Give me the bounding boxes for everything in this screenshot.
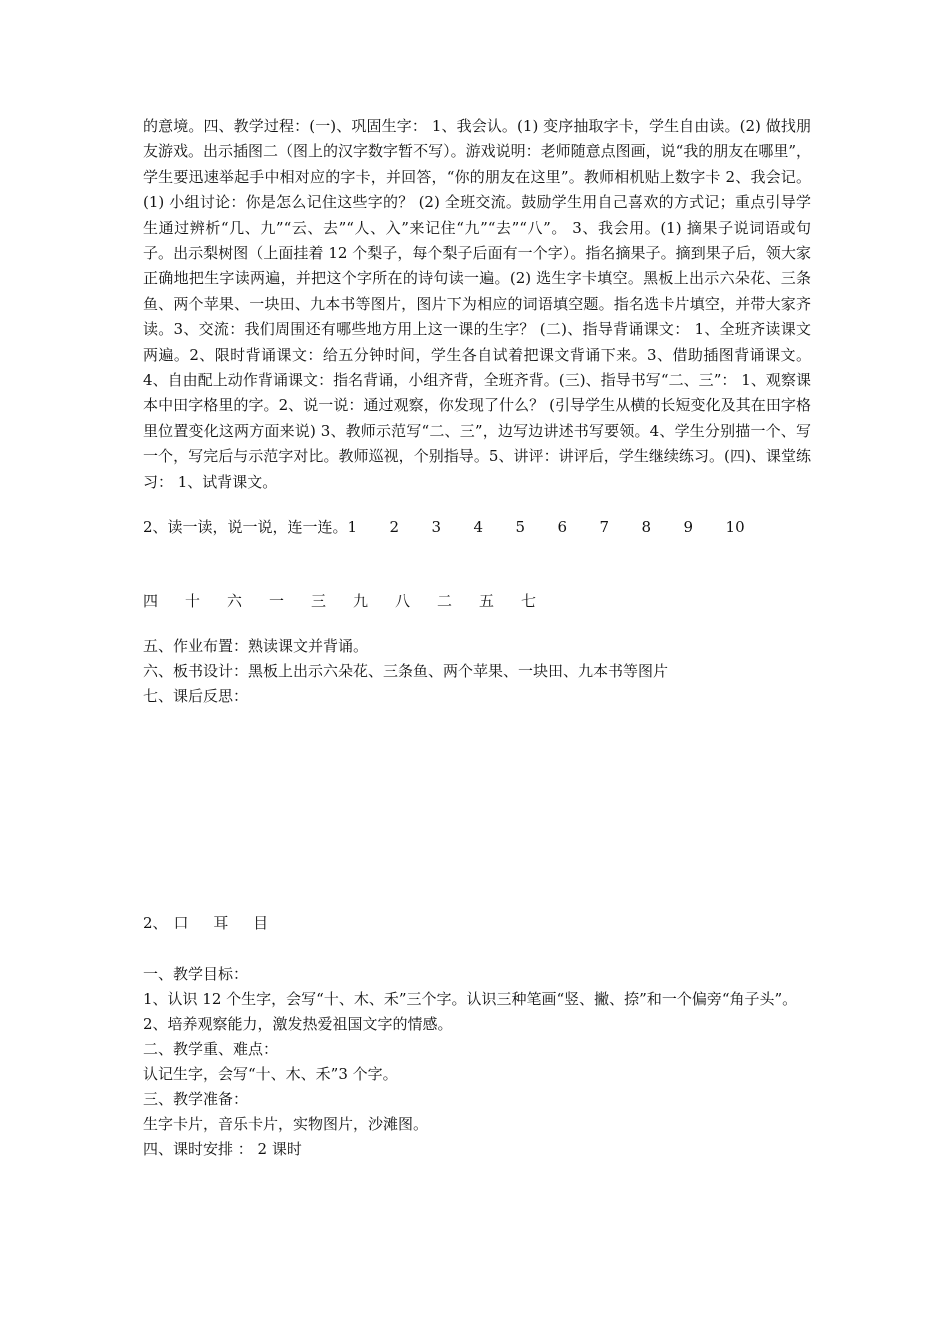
char-item: 六 bbox=[227, 592, 243, 610]
goals-heading: 一、教学目标： bbox=[143, 965, 249, 983]
number-item: 7 bbox=[599, 518, 610, 536]
goal-2: 2、培养观察能力，激发热爱祖国文字的情感。 bbox=[143, 1015, 453, 1034]
exercise-char-row bbox=[143, 589, 563, 614]
char-item: 三 bbox=[311, 592, 327, 610]
number-item: 2 bbox=[389, 518, 400, 536]
number-item: 3 bbox=[431, 518, 442, 536]
reflection-line: 七、课后反思： bbox=[143, 687, 249, 705]
lesson2-heading bbox=[143, 911, 278, 936]
preparation-heading: 三、教学准备： bbox=[143, 1090, 249, 1109]
char-item: 七 bbox=[521, 592, 537, 610]
number-item: 9 bbox=[683, 518, 694, 536]
exercise-number-row bbox=[143, 515, 768, 540]
number-item: 8 bbox=[641, 518, 652, 536]
char-item: 二 bbox=[437, 592, 453, 610]
char-item: 九 bbox=[353, 592, 369, 610]
exercise-prefix: 2、读一读，说一说，连一连。 bbox=[143, 518, 348, 536]
after-section bbox=[143, 634, 811, 709]
number-item: 5 bbox=[515, 518, 526, 536]
board-design-line: 六、板书设计：黑板上出示六朵花、三条鱼、两个苹果、一块田、九本书等图片 bbox=[143, 662, 669, 680]
key-points-heading: 二、教学重、难点： bbox=[143, 1040, 279, 1059]
preparation-text: 生字卡片，音乐卡片，实物图片，沙滩图。 bbox=[143, 1115, 429, 1134]
char-item: 一 bbox=[269, 592, 285, 610]
number-item: 10 bbox=[725, 518, 745, 536]
char-item: 八 bbox=[395, 592, 411, 610]
lesson2-title: 口 耳 目 bbox=[173, 914, 279, 932]
lesson2-number: 2、 bbox=[143, 914, 168, 932]
goal-1: 1、认识 12 个生字，会写“十、木、禾”三个字。认识三种笔画“竖、撇、捺”和一个偏旁“角子头”。 bbox=[143, 990, 798, 1008]
number-item: 1 bbox=[347, 518, 358, 536]
char-item: 十 bbox=[185, 592, 201, 610]
number-item: 4 bbox=[473, 518, 484, 536]
char-item: 五 bbox=[479, 592, 495, 610]
lesson2-section bbox=[143, 962, 811, 1162]
homework-line: 五、作业布置：熟读课文并背诵。 bbox=[143, 637, 369, 655]
key-points-text: 认记生字，会写“十、木、禾”3 个字。 bbox=[143, 1065, 398, 1084]
procedure-paragraph: 的意境。四、教学过程：(一)、巩固生字： 1、我会认。(1) 变序抽取字卡，学生自由读。(2) 做找朋友游戏。出示插图二（图上的汉字数字暂不写）。游戏说明：老师随意点图画，说“我的朋友在哪里”，学生要迅速举起手中相对应的字卡，并回答，“你的朋友在这里”。教师相机贴上数字卡 2、我会记。(1) 小组讨论：你是怎么记住这些字的？ (2) 全班交流。鼓励学生用自己喜欢的方式记；重点引导学生通过辨析“几、九”“云、去”“人、入”来记住“九”“去”“八”。 3、我会用。(1) 摘果子说词语或句子。出示梨树图（上面挂着 12 个梨子，每个梨子后面有一个字）。指名摘果子。摘到果子后，领大家正确地把生字读两遍，并把这个字所在的诗句读一遍。(2) 选生字卡填空。黑板上出示六朵花、三条鱼、两个苹果、一块田、九本书等图片，图片下为相应的词语填空题。指名选卡片填空，并带大家齐读。3、交流：我们周围还有哪些地方用上这一课的生字？ (二)、指导背诵课文： 1、全班齐读课文两遍。2、限时背诵课文：给五分钟时间，学生各自试着把课文背诵下来。3、借助插图背诵课文。4、自由配上动作背诵课文：指名背诵，小组齐背，全班齐背。(三)、指导书写“二、三”： 1、观察课本中田字格里的字。2、说一说：通过观察，你发现了什么？ (引导学生从横的长短变化及其在田字格里位置变化这两方面来说) 3、教师示范写“二、三”，边写边讲述书写要领。4、学生分别描一个、写一个，写完后与示范字对比。教师巡视，个别指导。5、讲评：讲评后，学生继续练习。(四)、课堂练习： 1、试背课文。 bbox=[143, 117, 811, 491]
schedule-line: 四、课时安排 ： 2 课时 bbox=[143, 1140, 302, 1159]
number-item: 6 bbox=[557, 518, 568, 536]
char-item: 四 bbox=[143, 592, 159, 610]
procedure-section bbox=[143, 114, 811, 495]
